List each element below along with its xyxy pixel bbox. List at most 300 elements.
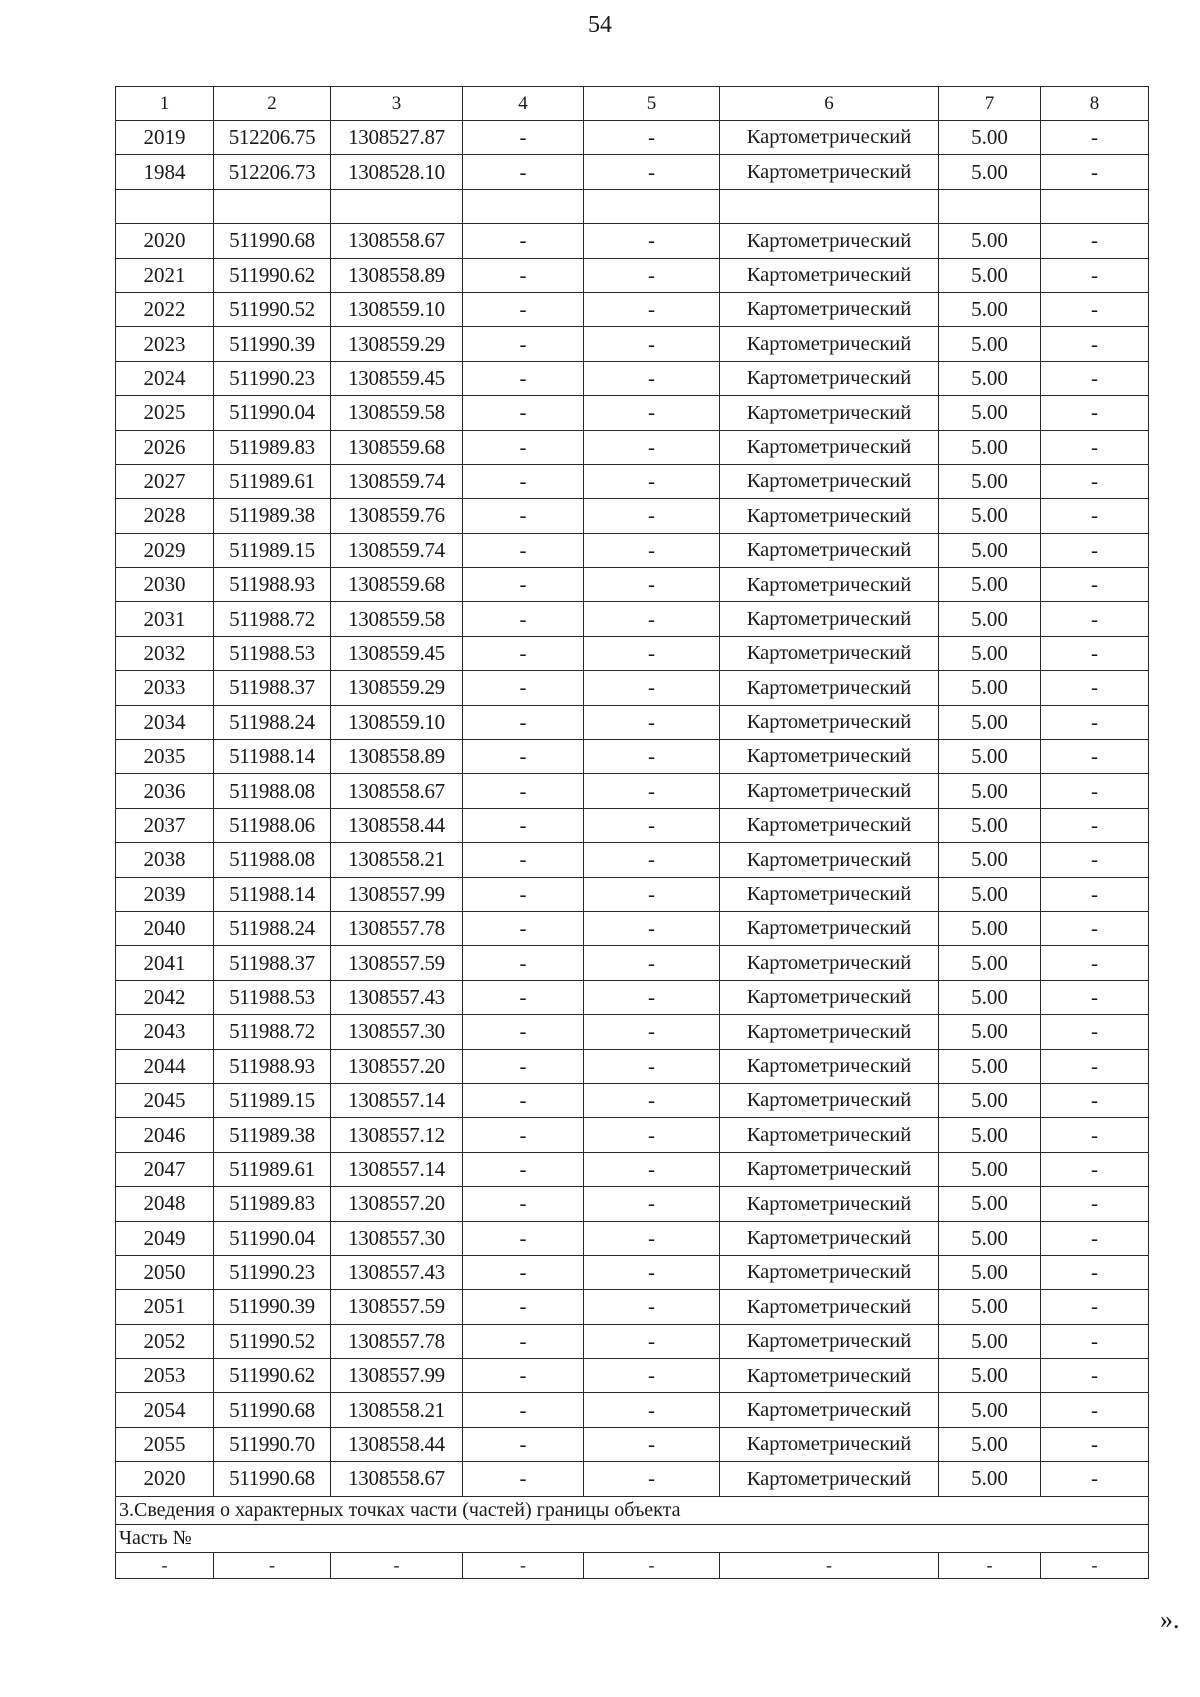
cell-point-number: 2027 [116, 464, 214, 498]
cell-col-5: - [584, 1359, 720, 1393]
table-row [116, 464, 1149, 498]
cell-coord-y [331, 189, 463, 223]
cell-method: Картометрический [720, 705, 939, 739]
cell-col-5: - [584, 1187, 720, 1221]
cell-col-8: - [1041, 1015, 1149, 1049]
header-cell: 2 [214, 87, 331, 121]
cell-coord-x: 511988.37 [214, 946, 331, 980]
cell-col-8: - [1041, 1427, 1149, 1461]
cell-coord-y: 1308558.89 [331, 740, 463, 774]
cell-coord-x: 511990.68 [214, 1393, 331, 1427]
cell-point-number: 2048 [116, 1187, 214, 1221]
cell-point-number: 2040 [116, 911, 214, 945]
cell-col-5: - [584, 671, 720, 705]
cell-col-5: - [584, 121, 720, 155]
cell-col-4: - [463, 568, 584, 602]
cell-col-5: - [584, 155, 720, 189]
cell-col-8: - [1041, 1290, 1149, 1324]
cell-col-8: - [1041, 808, 1149, 842]
cell-coord-y: 1308559.58 [331, 396, 463, 430]
cell-coord-x: 511988.06 [214, 808, 331, 842]
cell-col-5: - [584, 1083, 720, 1117]
table-row [116, 843, 1149, 877]
cell-accuracy: 5.00 [939, 1359, 1041, 1393]
cell-col-4: - [463, 843, 584, 877]
table-row [116, 1324, 1149, 1358]
cell-point-number [116, 189, 214, 223]
cell-coord-y: 1308557.12 [331, 1118, 463, 1152]
table-row [116, 155, 1149, 189]
cell-method: Картометрический [720, 1427, 939, 1461]
cell-method: Картометрический [720, 1324, 939, 1358]
cell-point-number: 2020 [116, 224, 214, 258]
part-label-row [116, 1524, 1149, 1552]
cell-coord-x: 512206.75 [214, 121, 331, 155]
table-header-row [116, 87, 1149, 121]
cell-col-4: - [463, 808, 584, 842]
cell-accuracy: 5.00 [939, 1187, 1041, 1221]
cell-col-4: - [463, 258, 584, 292]
cell-method: Картометрический [720, 1015, 939, 1049]
table-row [116, 327, 1149, 361]
cell-col-8: - [1041, 1552, 1149, 1578]
cell-coord-x: 511990.39 [214, 327, 331, 361]
cell-method: Картометрический [720, 671, 939, 705]
cell-coord-x: 511988.24 [214, 911, 331, 945]
table-row [116, 568, 1149, 602]
cell-col-4: - [463, 224, 584, 258]
table-row [116, 430, 1149, 464]
cell-accuracy: 5.00 [939, 1324, 1041, 1358]
cell-coord-x: 511988.53 [214, 980, 331, 1014]
cell-col-8: - [1041, 292, 1149, 326]
cell-point-number: 2049 [116, 1221, 214, 1255]
cell-col-4: - [463, 533, 584, 567]
cell-coord-y: 1308558.89 [331, 258, 463, 292]
cell-accuracy: 5.00 [939, 636, 1041, 670]
cell-coord-x: 511988.72 [214, 1015, 331, 1049]
cell-col-4: - [463, 774, 584, 808]
cell-coord-y: 1308557.99 [331, 877, 463, 911]
cell-col-5: - [584, 1221, 720, 1255]
cell-coord-y: 1308558.21 [331, 1393, 463, 1427]
cell-coord-x: 511989.38 [214, 1118, 331, 1152]
header-cell: 7 [939, 87, 1041, 121]
cell-method: Картометрический [720, 1359, 939, 1393]
cell-coord-x: 511990.23 [214, 1255, 331, 1289]
cell-accuracy: 5.00 [939, 774, 1041, 808]
cell-col-5: - [584, 499, 720, 533]
cell-accuracy: 5.00 [939, 292, 1041, 326]
cell-coord-y: 1308558.67 [331, 224, 463, 258]
cell-coord-x: 511990.52 [214, 1324, 331, 1358]
cell-col-4: - [463, 1083, 584, 1117]
cell-col-4: - [463, 1462, 584, 1496]
cell-col-5: - [584, 602, 720, 636]
cell-method: Картометрический [720, 1393, 939, 1427]
cell-coord-x: 511990.68 [214, 1462, 331, 1496]
cell-coord-y: 1308558.67 [331, 774, 463, 808]
empty-part-row [116, 1552, 1149, 1578]
cell-coord-y: 1308557.43 [331, 1255, 463, 1289]
header-cell: 6 [720, 87, 939, 121]
cell-coord-y: 1308557.30 [331, 1015, 463, 1049]
cell-accuracy: 5.00 [939, 1015, 1041, 1049]
table-row [116, 808, 1149, 842]
cell-col-4: - [463, 877, 584, 911]
table-row [116, 258, 1149, 292]
cell-coord-x: 511990.52 [214, 292, 331, 326]
cell-col-5: - [584, 1462, 720, 1496]
table-row [116, 1359, 1149, 1393]
cell-coord-x: 511990.68 [214, 224, 331, 258]
cell-col-4 [463, 189, 584, 223]
cell-accuracy: 5.00 [939, 671, 1041, 705]
cell-accuracy: 5.00 [939, 361, 1041, 395]
cell-col-5: - [584, 430, 720, 464]
cell-point-number: 2047 [116, 1152, 214, 1186]
cell-point-number: 2032 [116, 636, 214, 670]
cell-col-4: - [463, 911, 584, 945]
cell-method: Картометрический [720, 911, 939, 945]
cell-col-5: - [584, 911, 720, 945]
cell-point-number: 2054 [116, 1393, 214, 1427]
cell-col-8: - [1041, 1324, 1149, 1358]
cell-accuracy: 5.00 [939, 1083, 1041, 1117]
cell-point-number: 2023 [116, 327, 214, 361]
cell-col-5: - [584, 327, 720, 361]
cell-coord-y: 1308557.14 [331, 1152, 463, 1186]
cell-col-4: - [463, 1152, 584, 1186]
cell-point-number: 2028 [116, 499, 214, 533]
cell-coord-x: 511988.72 [214, 602, 331, 636]
cell-accuracy: 5.00 [939, 1118, 1041, 1152]
cell-method: Картометрический [720, 774, 939, 808]
cell-point-number: - [116, 1552, 214, 1578]
cell-col-8: - [1041, 430, 1149, 464]
coordinates-table [115, 86, 1149, 1579]
cell-point-number: 2029 [116, 533, 214, 567]
cell-col-8: - [1041, 121, 1149, 155]
cell-col-4: - [463, 464, 584, 498]
table-row [116, 1187, 1149, 1221]
cell-method [720, 189, 939, 223]
cell-coord-y: 1308559.45 [331, 361, 463, 395]
cell-accuracy: 5.00 [939, 121, 1041, 155]
table-row [116, 121, 1149, 155]
cell-coord-y: 1308557.59 [331, 946, 463, 980]
section-title: 3.Сведения о характерных точках части (частей) границы объекта [116, 1496, 1149, 1524]
cell-coord-y: 1308559.45 [331, 636, 463, 670]
cell-accuracy: 5.00 [939, 1152, 1041, 1186]
cell-coord-y: 1308557.59 [331, 1290, 463, 1324]
cell-col-5: - [584, 946, 720, 980]
cell-method: Картометрический [720, 1049, 939, 1083]
cell-col-8: - [1041, 327, 1149, 361]
cell-method: Картометрический [720, 980, 939, 1014]
cell-col-8: - [1041, 980, 1149, 1014]
table-row [116, 980, 1149, 1014]
cell-method: Картометрический [720, 499, 939, 533]
table-row [116, 1290, 1149, 1324]
cell-col-8: - [1041, 1118, 1149, 1152]
table-row [116, 671, 1149, 705]
page-number: 54 [588, 12, 612, 38]
cell-accuracy: 5.00 [939, 533, 1041, 567]
cell-col-8: - [1041, 877, 1149, 911]
cell-col-4: - [463, 1290, 584, 1324]
table-row [116, 1462, 1149, 1496]
cell-col-8: - [1041, 911, 1149, 945]
table-row [116, 740, 1149, 774]
cell-accuracy: 5.00 [939, 911, 1041, 945]
cell-col-5: - [584, 224, 720, 258]
cell-coord-x: 511988.08 [214, 774, 331, 808]
cell-col-5: - [584, 843, 720, 877]
cell-col-8: - [1041, 396, 1149, 430]
table-row [116, 1255, 1149, 1289]
table-row [116, 1118, 1149, 1152]
table-row [116, 602, 1149, 636]
cell-col-8: - [1041, 1152, 1149, 1186]
cell-coord-y: 1308557.20 [331, 1049, 463, 1083]
cell-coord-x: 511990.04 [214, 396, 331, 430]
cell-method: Картометрический [720, 602, 939, 636]
cell-col-8: - [1041, 946, 1149, 980]
cell-coord-x: 511988.93 [214, 568, 331, 602]
cell-col-8: - [1041, 361, 1149, 395]
cell-coord-x: 511990.62 [214, 1359, 331, 1393]
cell-method: Картометрический [720, 1187, 939, 1221]
cell-point-number: 2036 [116, 774, 214, 808]
cell-coord-x: 511988.93 [214, 1049, 331, 1083]
cell-method: Картометрический [720, 224, 939, 258]
cell-col-5: - [584, 740, 720, 774]
cell-col-8: - [1041, 155, 1149, 189]
cell-method: Картометрический [720, 946, 939, 980]
cell-coord-y: 1308557.78 [331, 1324, 463, 1358]
cell-col-4: - [463, 671, 584, 705]
table-row [116, 1427, 1149, 1461]
table-row [116, 1083, 1149, 1117]
cell-point-number: 2038 [116, 843, 214, 877]
cell-col-5: - [584, 361, 720, 395]
cell-coord-y: 1308528.10 [331, 155, 463, 189]
cell-col-4: - [463, 1255, 584, 1289]
cell-col-5: - [584, 258, 720, 292]
table-row [116, 533, 1149, 567]
table-row [116, 946, 1149, 980]
cell-point-number: 2055 [116, 1427, 214, 1461]
cell-coord-x: 511989.61 [214, 1152, 331, 1186]
cell-accuracy: 5.00 [939, 843, 1041, 877]
cell-col-8: - [1041, 1462, 1149, 1496]
cell-col-5: - [584, 464, 720, 498]
cell-accuracy: 5.00 [939, 464, 1041, 498]
cell-col-8: - [1041, 1187, 1149, 1221]
cell-col-4: - [463, 1049, 584, 1083]
cell-col-8: - [1041, 671, 1149, 705]
cell-coord-y: 1308559.68 [331, 568, 463, 602]
header-cell: 8 [1041, 87, 1149, 121]
cell-method: Картометрический [720, 843, 939, 877]
cell-col-8: - [1041, 774, 1149, 808]
cell-accuracy: 5.00 [939, 602, 1041, 636]
cell-col-4: - [463, 946, 584, 980]
cell-accuracy: 5.00 [939, 877, 1041, 911]
cell-col-8: - [1041, 1049, 1149, 1083]
cell-col-8: - [1041, 1393, 1149, 1427]
cell-col-5: - [584, 396, 720, 430]
table-row [116, 911, 1149, 945]
table-row [116, 499, 1149, 533]
cell-col-4: - [463, 602, 584, 636]
table-row [116, 636, 1149, 670]
cell-col-4: - [463, 155, 584, 189]
cell-accuracy: 5.00 [939, 1393, 1041, 1427]
cell-coord-x [214, 189, 331, 223]
cell-accuracy: 5.00 [939, 1427, 1041, 1461]
cell-col-8: - [1041, 1255, 1149, 1289]
cell-col-5 [584, 189, 720, 223]
cell-col-5: - [584, 1255, 720, 1289]
cell-coord-y: 1308559.76 [331, 499, 463, 533]
cell-col-5: - [584, 980, 720, 1014]
cell-method: Картометрический [720, 568, 939, 602]
cell-coord-x: 511988.37 [214, 671, 331, 705]
cell-coord-x: 511990.04 [214, 1221, 331, 1255]
cell-method: Картометрический [720, 1221, 939, 1255]
cell-coord-y: 1308557.43 [331, 980, 463, 1014]
cell-col-5: - [584, 774, 720, 808]
cell-coord-y: 1308557.30 [331, 1221, 463, 1255]
table-row [116, 877, 1149, 911]
cell-col-4: - [463, 1015, 584, 1049]
cell-point-number: 2022 [116, 292, 214, 326]
cell-col-5: - [584, 1427, 720, 1461]
cell-col-5: - [584, 533, 720, 567]
cell-col-8: - [1041, 1083, 1149, 1117]
cell-col-4: - [463, 636, 584, 670]
cell-coord-x: 511988.24 [214, 705, 331, 739]
cell-method: Картометрический [720, 1255, 939, 1289]
cell-method: Картометрический [720, 258, 939, 292]
cell-coord-y: 1308557.78 [331, 911, 463, 945]
cell-coord-y: 1308559.74 [331, 533, 463, 567]
cell-point-number: 2037 [116, 808, 214, 842]
cell-accuracy: 5.00 [939, 499, 1041, 533]
cell-accuracy: 5.00 [939, 980, 1041, 1014]
cell-col-4: - [463, 499, 584, 533]
cell-coord-y: 1308559.29 [331, 671, 463, 705]
header-cell: 5 [584, 87, 720, 121]
table-row [116, 774, 1149, 808]
cell-point-number: 2031 [116, 602, 214, 636]
cell-coord-x: 511990.39 [214, 1290, 331, 1324]
table-row [116, 1049, 1149, 1083]
cell-accuracy: - [939, 1552, 1041, 1578]
cell-col-5: - [584, 1290, 720, 1324]
cell-method: Картометрический [720, 327, 939, 361]
cell-col-4: - [463, 396, 584, 430]
cell-col-4: - [463, 430, 584, 464]
cell-coord-x: 511990.70 [214, 1427, 331, 1461]
cell-col-8: - [1041, 568, 1149, 602]
cell-coord-y: 1308559.10 [331, 292, 463, 326]
cell-coord-y: 1308559.10 [331, 705, 463, 739]
cell-coord-y: 1308558.44 [331, 808, 463, 842]
cell-method: Картометрический [720, 1462, 939, 1496]
cell-col-5: - [584, 877, 720, 911]
cell-col-5: - [584, 1393, 720, 1427]
cell-point-number: 2050 [116, 1255, 214, 1289]
table-body [116, 87, 1149, 1579]
cell-col-4: - [463, 705, 584, 739]
cell-point-number: 2042 [116, 980, 214, 1014]
cell-method: - [720, 1552, 939, 1578]
cell-col-4: - [463, 1221, 584, 1255]
cell-col-8: - [1041, 224, 1149, 258]
cell-col-8: - [1041, 1359, 1149, 1393]
table-row [116, 224, 1149, 258]
table-row [116, 705, 1149, 739]
cell-method: Картометрический [720, 1083, 939, 1117]
cell-point-number: 2024 [116, 361, 214, 395]
cell-point-number: 2045 [116, 1083, 214, 1117]
cell-accuracy: 5.00 [939, 155, 1041, 189]
cell-accuracy: 5.00 [939, 258, 1041, 292]
cell-method: Картометрический [720, 740, 939, 774]
cell-col-4: - [463, 740, 584, 774]
closing-mark: ». [1160, 1605, 1180, 1634]
cell-method: Картометрический [720, 636, 939, 670]
cell-col-4: - [463, 1187, 584, 1221]
cell-coord-x: - [214, 1552, 331, 1578]
cell-coord-x: 511989.15 [214, 533, 331, 567]
cell-method: Картометрический [720, 430, 939, 464]
cell-point-number: 2020 [116, 1462, 214, 1496]
table-row [116, 1221, 1149, 1255]
cell-coord-x: 511990.23 [214, 361, 331, 395]
cell-method: Картометрический [720, 361, 939, 395]
cell-coord-y: 1308559.29 [331, 327, 463, 361]
cell-accuracy: 5.00 [939, 568, 1041, 602]
cell-point-number: 1984 [116, 155, 214, 189]
cell-point-number: 2034 [116, 705, 214, 739]
cell-col-5: - [584, 1118, 720, 1152]
cell-col-4: - [463, 1118, 584, 1152]
cell-accuracy: 5.00 [939, 396, 1041, 430]
cell-col-5: - [584, 1152, 720, 1186]
cell-col-5: - [584, 808, 720, 842]
cell-col-4: - [463, 1427, 584, 1461]
cell-method: Картометрический [720, 396, 939, 430]
cell-accuracy: 5.00 [939, 327, 1041, 361]
table-row [116, 1152, 1149, 1186]
cell-method: Картометрический [720, 464, 939, 498]
cell-accuracy: 5.00 [939, 808, 1041, 842]
cell-accuracy [939, 189, 1041, 223]
cell-col-8: - [1041, 602, 1149, 636]
cell-col-8: - [1041, 1221, 1149, 1255]
cell-point-number: 2019 [116, 121, 214, 155]
cell-col-8: - [1041, 533, 1149, 567]
cell-col-8 [1041, 189, 1149, 223]
cell-coord-y: 1308559.58 [331, 602, 463, 636]
cell-col-8: - [1041, 636, 1149, 670]
cell-accuracy: 5.00 [939, 946, 1041, 980]
table-row [116, 396, 1149, 430]
